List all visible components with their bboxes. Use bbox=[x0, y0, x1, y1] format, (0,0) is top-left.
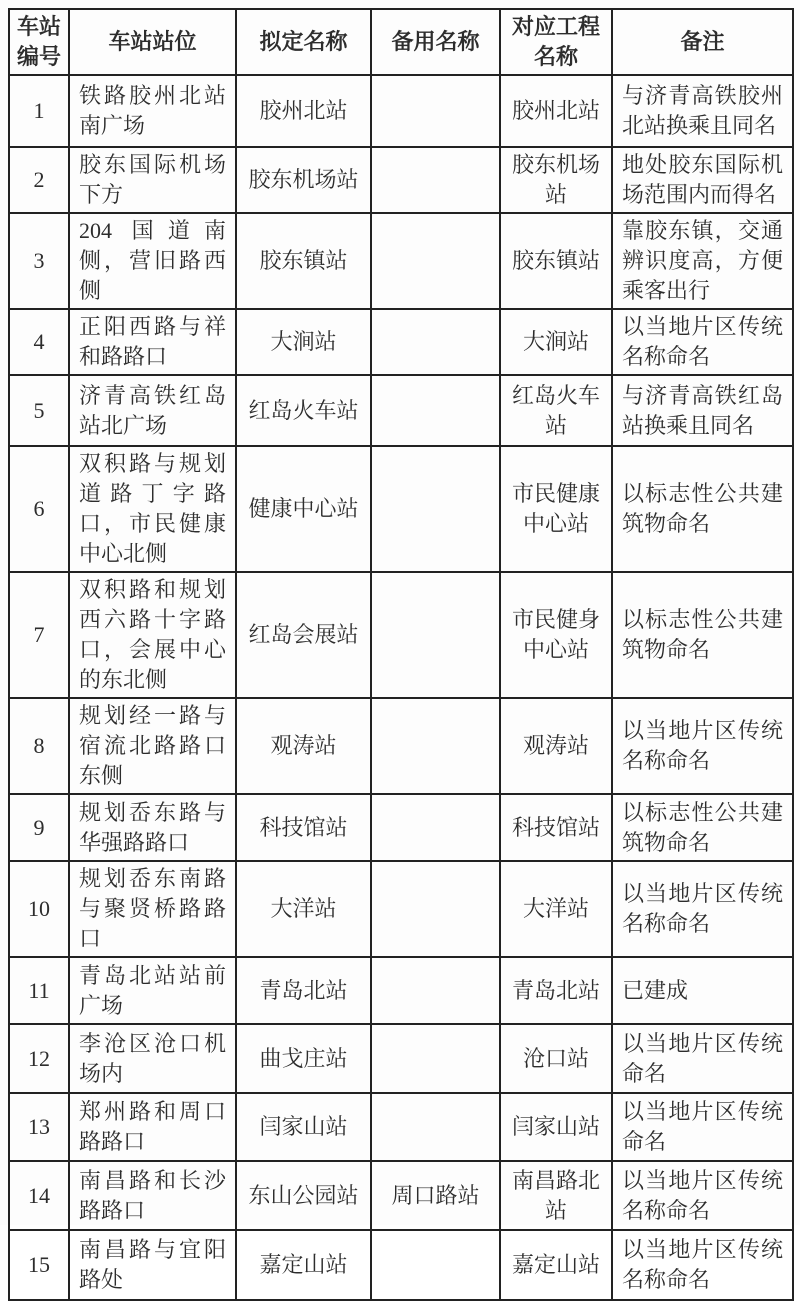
station-id: 12 bbox=[9, 1024, 69, 1093]
remark: 以标志性公共建筑物命名 bbox=[612, 794, 793, 861]
project-name: 胶州北站 bbox=[500, 75, 612, 147]
proposed-name: 胶州北站 bbox=[236, 75, 371, 147]
table-row bbox=[9, 213, 793, 309]
station-position: 南昌路和长沙路路口 bbox=[69, 1161, 236, 1230]
table-row bbox=[9, 375, 793, 446]
backup-name bbox=[371, 1024, 500, 1093]
station-position: 铁路胶州北站南广场 bbox=[69, 75, 236, 147]
header-backup-name: 备用名称 bbox=[371, 9, 500, 75]
header-project-name: 对应工程名称 bbox=[500, 9, 612, 75]
table-row bbox=[9, 75, 793, 147]
remark: 以当地片区传统名称命名 bbox=[612, 1230, 793, 1300]
backup-name: 周口路站 bbox=[371, 1161, 500, 1230]
table-row bbox=[9, 794, 793, 861]
station-id: 7 bbox=[9, 572, 69, 698]
table-row bbox=[9, 698, 793, 794]
station-position: 胶东国际机场下方 bbox=[69, 147, 236, 213]
backup-name bbox=[371, 794, 500, 861]
station-position: 李沧区沧口机场内 bbox=[69, 1024, 236, 1093]
station-id: 6 bbox=[9, 446, 69, 572]
project-name: 市民健康中心站 bbox=[500, 446, 612, 572]
table-row bbox=[9, 1024, 793, 1093]
backup-name bbox=[371, 75, 500, 147]
station-position: 青岛北站站前广场 bbox=[69, 957, 236, 1024]
station-id: 2 bbox=[9, 147, 69, 213]
project-name: 红岛火车站 bbox=[500, 375, 612, 446]
backup-name bbox=[371, 1230, 500, 1300]
station-id: 15 bbox=[9, 1230, 69, 1300]
project-name: 市民健身中心站 bbox=[500, 572, 612, 698]
proposed-name: 东山公园站 bbox=[236, 1161, 371, 1230]
proposed-name: 大涧站 bbox=[236, 309, 371, 375]
backup-name bbox=[371, 213, 500, 309]
proposed-name: 红岛会展站 bbox=[236, 572, 371, 698]
proposed-name: 科技馆站 bbox=[236, 794, 371, 861]
project-name: 闫家山站 bbox=[500, 1093, 612, 1161]
backup-name bbox=[371, 861, 500, 957]
station-id: 8 bbox=[9, 698, 69, 794]
station-table-body bbox=[9, 75, 793, 1300]
remark: 靠胶东镇，交通辨识度高，方便乘客出行 bbox=[612, 213, 793, 309]
station-position: 济青高铁红岛站北广场 bbox=[69, 375, 236, 446]
project-name: 嘉定山站 bbox=[500, 1230, 612, 1300]
table-row bbox=[9, 147, 793, 213]
remark: 以当地片区传统名称命名 bbox=[612, 1161, 793, 1230]
remark: 以当地片区传统名称命名 bbox=[612, 861, 793, 957]
project-name: 观涛站 bbox=[500, 698, 612, 794]
proposed-name: 青岛北站 bbox=[236, 957, 371, 1024]
station-position: 南昌路与宜阳路处 bbox=[69, 1230, 236, 1300]
backup-name bbox=[371, 957, 500, 1024]
station-position: 规划岙东南路与聚贤桥路路口 bbox=[69, 861, 236, 957]
proposed-name: 胶东镇站 bbox=[236, 213, 371, 309]
backup-name bbox=[371, 572, 500, 698]
table-row bbox=[9, 861, 793, 957]
remark: 已建成 bbox=[612, 957, 793, 1024]
remark: 与济青高铁胶州北站换乘且同名 bbox=[612, 75, 793, 147]
station-position: 规划经一路与宿流北路路口东侧 bbox=[69, 698, 236, 794]
header-station-position: 车站站位 bbox=[69, 9, 236, 75]
proposed-name: 胶东机场站 bbox=[236, 147, 371, 213]
backup-name bbox=[371, 1093, 500, 1161]
remark: 与济青高铁红岛站换乘且同名 bbox=[612, 375, 793, 446]
project-name: 沧口站 bbox=[500, 1024, 612, 1093]
station-position: 规划岙东路与华强路路口 bbox=[69, 794, 236, 861]
project-name: 科技馆站 bbox=[500, 794, 612, 861]
table-row bbox=[9, 446, 793, 572]
table-row bbox=[9, 957, 793, 1024]
project-name: 胶东镇站 bbox=[500, 213, 612, 309]
header-remark: 备注 bbox=[612, 9, 793, 75]
station-id: 3 bbox=[9, 213, 69, 309]
table-row bbox=[9, 572, 793, 698]
station-position: 正阳西路与祥和路路口 bbox=[69, 309, 236, 375]
backup-name bbox=[371, 309, 500, 375]
remark: 以当地片区传统名称命名 bbox=[612, 309, 793, 375]
station-position: 204 国道南侧，营旧路西侧 bbox=[69, 213, 236, 309]
remark: 以标志性公共建筑物命名 bbox=[612, 572, 793, 698]
header-proposed-name: 拟定名称 bbox=[236, 9, 371, 75]
proposed-name: 曲戈庄站 bbox=[236, 1024, 371, 1093]
proposed-name: 健康中心站 bbox=[236, 446, 371, 572]
backup-name bbox=[371, 698, 500, 794]
proposed-name: 红岛火车站 bbox=[236, 375, 371, 446]
project-name: 大洋站 bbox=[500, 861, 612, 957]
remark: 以当地片区传统名称命名 bbox=[612, 698, 793, 794]
station-naming-table bbox=[8, 8, 794, 1301]
proposed-name: 大洋站 bbox=[236, 861, 371, 957]
table-row bbox=[9, 1161, 793, 1230]
table-header bbox=[9, 9, 793, 75]
remark: 以当地片区传统命名 bbox=[612, 1093, 793, 1161]
station-id: 13 bbox=[9, 1093, 69, 1161]
station-position: 双积路和规划西六路十字路口，会展中心的东北侧 bbox=[69, 572, 236, 698]
table-row bbox=[9, 1230, 793, 1300]
header-row bbox=[9, 9, 793, 75]
table-row bbox=[9, 309, 793, 375]
remark: 以当地片区传统命名 bbox=[612, 1024, 793, 1093]
remark: 地处胶东国际机场范围内而得名 bbox=[612, 147, 793, 213]
backup-name bbox=[371, 147, 500, 213]
station-position: 双积路与规划道路丁字路口，市民健康中心北侧 bbox=[69, 446, 236, 572]
header-station-id: 车站编号 bbox=[9, 9, 69, 75]
station-position: 郑州路和周口路路口 bbox=[69, 1093, 236, 1161]
station-id: 1 bbox=[9, 75, 69, 147]
station-id: 10 bbox=[9, 861, 69, 957]
station-id: 9 bbox=[9, 794, 69, 861]
remark: 以标志性公共建筑物命名 bbox=[612, 446, 793, 572]
backup-name bbox=[371, 446, 500, 572]
project-name: 胶东机场站 bbox=[500, 147, 612, 213]
proposed-name: 闫家山站 bbox=[236, 1093, 371, 1161]
station-id: 5 bbox=[9, 375, 69, 446]
project-name: 大涧站 bbox=[500, 309, 612, 375]
project-name: 青岛北站 bbox=[500, 957, 612, 1024]
station-id: 11 bbox=[9, 957, 69, 1024]
table-row bbox=[9, 1093, 793, 1161]
proposed-name: 嘉定山站 bbox=[236, 1230, 371, 1300]
project-name: 南昌路北站 bbox=[500, 1161, 612, 1230]
proposed-name: 观涛站 bbox=[236, 698, 371, 794]
backup-name bbox=[371, 375, 500, 446]
station-id: 14 bbox=[9, 1161, 69, 1230]
station-id: 4 bbox=[9, 309, 69, 375]
